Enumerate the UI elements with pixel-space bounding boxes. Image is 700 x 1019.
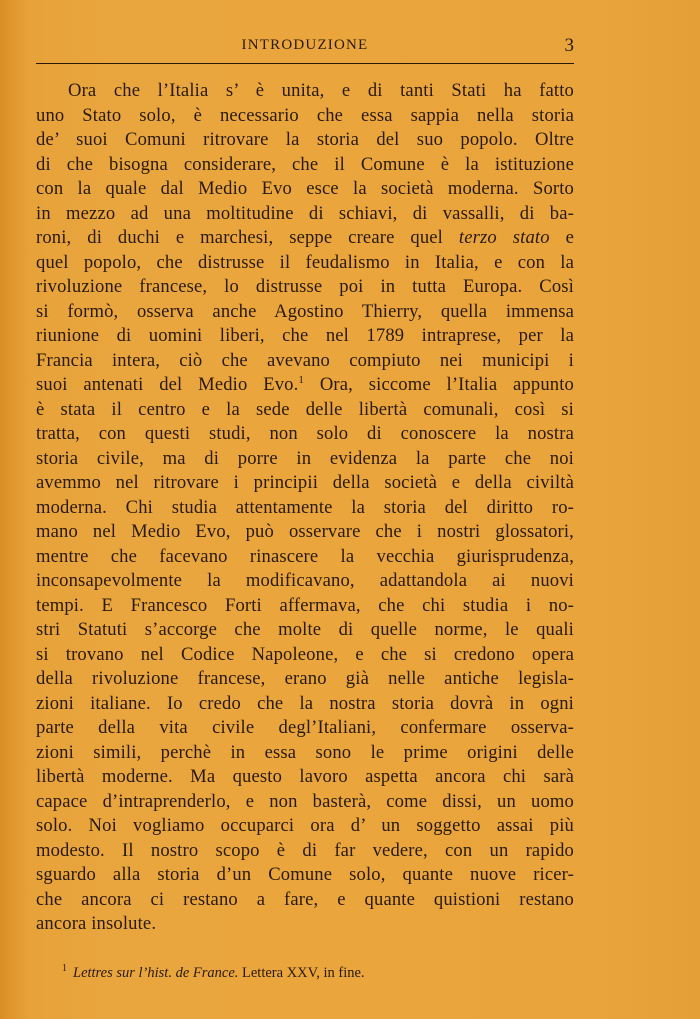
text-line: moderna. Chi studia attentamente la storia del diritto ro- [36, 496, 574, 518]
text-line: rivoluzione francese, lo distrusse poi in tutta Europa. Così [36, 276, 574, 297]
text-line: con la quale dal Medio Evo esce la società moderna. Sorto [36, 178, 574, 199]
text-line: inconsapevolmente la modificavano, adattandola ai nuovi [36, 570, 574, 591]
text-line: in mezzo ad una moltitudine di schiavi, di vassalli, di ba- [36, 202, 574, 224]
text-line: di che bisogna considerare, che il Comune è la istituzione [36, 153, 574, 175]
text-line: tratta, con questi studi, non solo di conoscere la nostra [36, 423, 574, 444]
text-line: modesto. Il nostro scopo è di far vedere, con un rapido [36, 839, 574, 861]
running-head [36, 37, 574, 59]
footnote [62, 965, 562, 982]
text-line: mentre che facevano rinascere la vecchia giurisprudenza, [36, 545, 574, 567]
text-line: riunione di uomini liberi, che nel 1789 intraprese, per la [36, 325, 574, 346]
text-run: suoi antenati del Medio Evo. [36, 374, 299, 395]
text-line: solo. Noi vogliamo occuparci ora d’ un soggetto assai più [36, 815, 574, 836]
text-line: storia civile, ma di porre in evidenza la parte che noi [36, 447, 574, 469]
text-line: zioni italiane. Io credo che la nostra storia dovrà in ogni [36, 692, 574, 714]
text-line: libertà moderne. Ma questo lavoro aspetta ancora chi sarà [36, 766, 574, 787]
text-line: parte della vita civile degl’Italiani, confermare osserva- [36, 717, 574, 738]
text-run: Ora, siccome l’Italia appunto [304, 374, 574, 395]
footnote-text: Lettera XXV, in fine. [238, 965, 365, 981]
text-line [36, 226, 574, 251]
text-line: è stata il centro e la sede delle libertà comunali, così si [36, 398, 574, 420]
text-line: si trovano nel Codice Napoleone, e che si credono opera [36, 643, 574, 665]
text-line: della rivoluzione francese, erano già nelle antiche legisla- [36, 668, 574, 689]
text-run: roni, di duchi e marchesi, seppe creare quel [36, 227, 443, 248]
text-line: quel popolo, che distrusse il feudalismo in Italia, e con la [36, 251, 574, 273]
text-line: Francia intera, ciò che avevano compiuto nei municipi i [36, 349, 574, 371]
italic-phrase: terzo stato [458, 227, 550, 248]
text-line: de’ suoi Comuni ritrovare la storia del suo popolo. Oltre [36, 129, 574, 150]
text-line: sguardo alla storia d’un Comune solo, quante nuove ricer- [36, 864, 574, 885]
text-line: che ancora ci restano a fare, e quante quistioni restano [36, 888, 574, 910]
text-run: e [565, 227, 574, 248]
footnote-source-title: Lettres sur l’hist. de France. [73, 965, 239, 981]
text-line: tempi. E Francesco Forti affermava, che chi studia i no- [36, 594, 574, 616]
text-line: zioni simili, perchè in essa sono le prime origini delle [36, 741, 574, 763]
text-line: avemmo nel ritrovare i principii della società e della civiltà [36, 472, 574, 493]
body-text [36, 79, 574, 937]
text-line: uno Stato solo, è necessario che essa sappia nella storia [36, 104, 574, 126]
footnote-reference: 1 [298, 373, 305, 386]
text-line: stri Statuti s’accorge che molte di quelle norme, le quali [36, 619, 574, 640]
text-line [36, 373, 574, 398]
text-line: Ora che l’Italia s’ è unita, e di tanti Stati ha fatto [68, 80, 574, 101]
text-line: mano nel Medio Evo, può osservare che i nostri glossatori, [36, 521, 574, 542]
footnote-mark: 1 [62, 963, 67, 975]
header-rule [36, 63, 574, 64]
text-line: ancora insolute. [36, 913, 157, 934]
running-title: INTRODUZIONE [241, 37, 369, 53]
text-line: si formò, osserva anche Agostino Thierry, quella immensa [36, 300, 574, 322]
page-number: 3 [564, 35, 574, 56]
text-line: capace d’intraprenderlo, e non basterà, come dissi, un uomo [36, 790, 574, 812]
